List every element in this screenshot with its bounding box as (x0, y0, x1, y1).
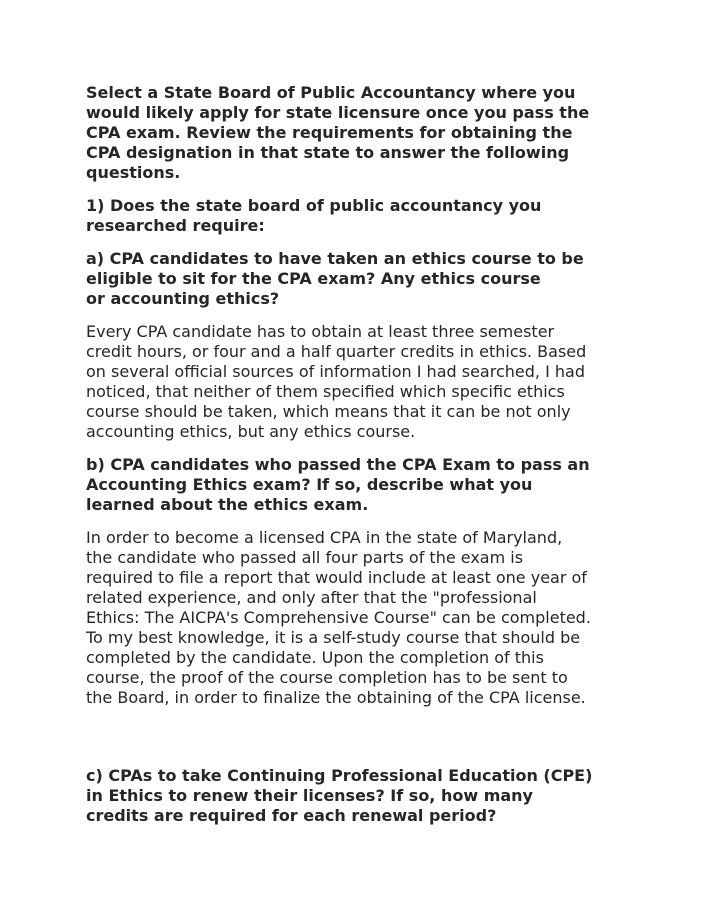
question-b: b) CPA candidates who passed the CPA Exam to pass an Accounting Ethics exam? If so, describe what you learned about the ethics exam. (86, 455, 590, 514)
answer-b: In order to become a licensed CPA in the state of Maryland, the candidate who passed all four parts of the exam is required to file a report that would include at least one year of related experience, and only after that the "professional Ethics: The AICPA's Comprehensive Course" can be completed. To my best knowledge, it is a self-study course that should be completed by the candidate. Upon the completion of this course, the proof of the course completion has to be sent to the Board, in order to finalize the obtaining of the CPA license. (86, 528, 591, 707)
question-1: 1) Does the state board of public accountancy you researched require: (86, 196, 542, 235)
intro-instructions: Select a State Board of Public Accountancy where you would likely apply for state licensure once you pass the CPA exam. Review the requirements for obtaining the CPA designation in that state to answer the following questions. (86, 83, 590, 182)
answer-a: Every CPA candidate has to obtain at least three semester credit hours, or four and a half quarter credits in ethics. Based on several official sources of information I had searched, I had noticed, that neither of them specified which specific ethics course should be taken, which means that it can be not only accounting ethics, but any ethics course. (86, 322, 587, 441)
question-c: c) CPAs to take Continuing Professional Education (CPE) in Ethics to renew their licenses? If so, how many credits are required for each renewal period? (86, 766, 593, 825)
document-page (86, 83, 646, 826)
question-a: a) CPA candidates to have taken an ethics course to be eligible to sit for the CPA exam? Any ethics course or accounting ethics? (86, 249, 584, 308)
